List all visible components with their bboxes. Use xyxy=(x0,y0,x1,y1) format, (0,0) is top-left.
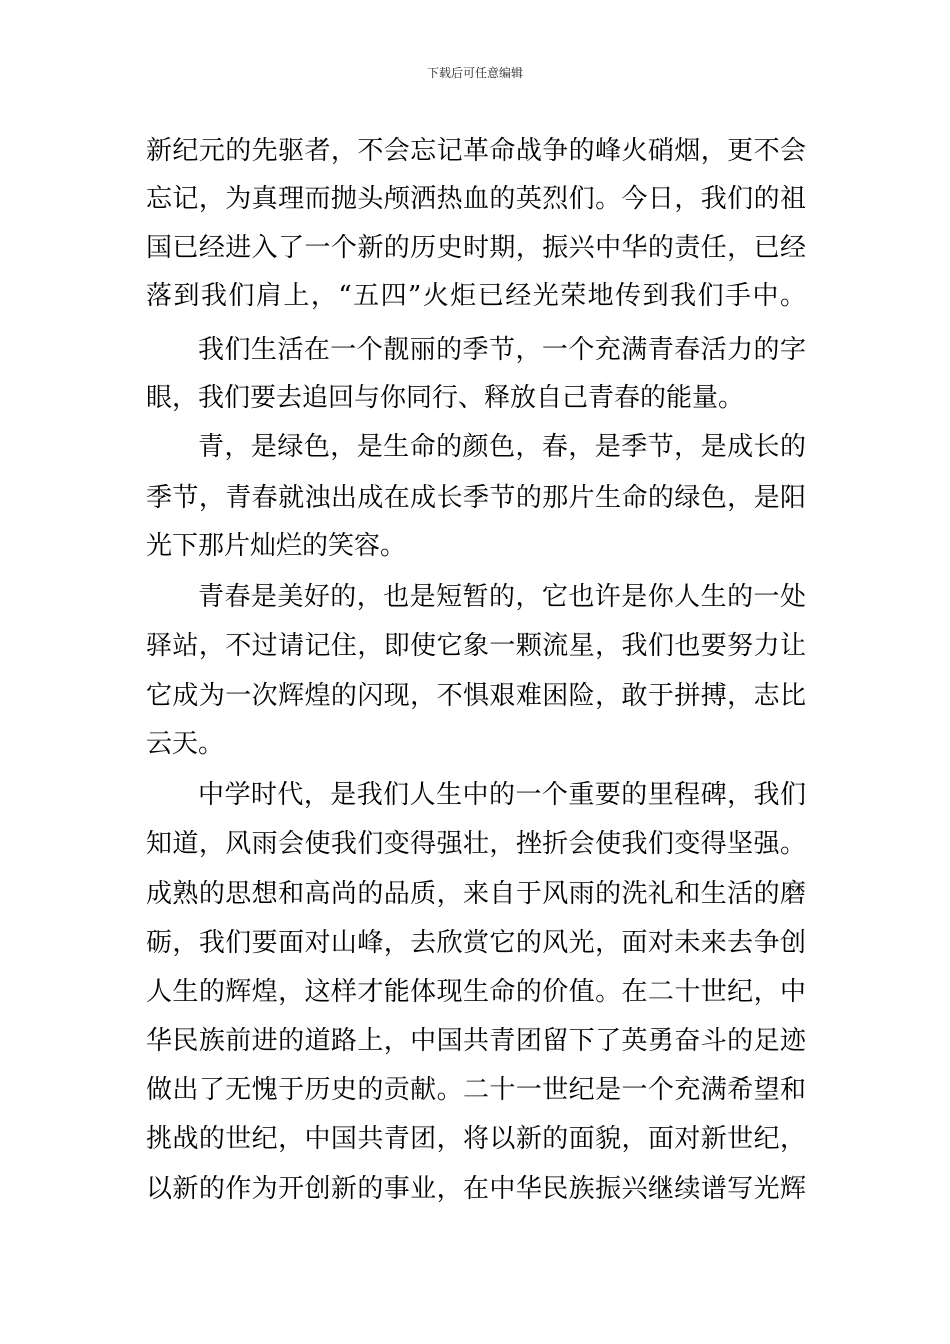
text-line: 眼，我们要去追回与你同行、释放自己青春的能量。 xyxy=(146,383,745,413)
text-line: 做出了无愧于历史的贡献。二十一世纪是一个充满希望和 xyxy=(146,1075,806,1105)
text-line: 挑战的世纪，中国共青团，将以新的面貌，面对新世纪， xyxy=(146,1124,806,1154)
text-line: 人生的辉煌，这样才能体现生命的价值。在二十世纪，中 xyxy=(146,977,806,1007)
page-header: 下载后可任意编辑 xyxy=(426,66,523,80)
text-line: 它成为一次辉煌的闪现，不惧艰难困险，敢于拼搏，志比 xyxy=(146,681,806,711)
text-line: 青，是绿色，是生命的颜色，春，是季节，是成长的 xyxy=(198,432,806,462)
text-line: 国已经进入了一个新的历史时期，振兴中华的责任，已经 xyxy=(146,233,806,263)
text-line: 以新的作为开创新的事业，在中华民族振兴继续谱写光辉 xyxy=(146,1174,806,1204)
text-line: 云天。 xyxy=(146,729,225,759)
text-line: 成熟的思想和高尚的品质，来自于风雨的洗礼和生活的磨 xyxy=(146,879,806,909)
text-line: 华民族前进的道路上，中国共青团留下了英勇奋斗的足迹 xyxy=(146,1026,806,1056)
text-line: 新纪元的先驱者，不会忘记革命战争的峰火硝烟，更不会 xyxy=(146,136,806,166)
text-line: 驿站，不过请记住，即使它象一颗流星，我们也要努力让 xyxy=(146,631,806,661)
text-line: 季节，青春就浊出成在成长季节的那片生命的绿色，是阳 xyxy=(146,483,806,513)
text-line: 光下那片灿烂的笑容。 xyxy=(146,531,407,561)
text-line: 我们生活在一个靓丽的季节，一个充满青春活力的字 xyxy=(198,335,806,365)
text-line: 砺，我们要面对山峰，去欣赏它的风光，面对未来去争创 xyxy=(146,928,806,958)
text-line: 中学时代，是我们人生中的一个重要的里程碑，我们 xyxy=(198,780,806,810)
text-line: 忘记，为真理而抛头颅洒热血的英烈们。今日，我们的祖 xyxy=(146,184,806,214)
text-line: 落到我们肩上，“五四”火炬已经光荣地传到我们手中。 xyxy=(146,281,806,311)
text-line: 知道，风雨会使我们变得强壮，挫折会使我们变得坚强。 xyxy=(146,829,806,859)
text-line: 青春是美好的，也是短暂的，它也许是你人生的一处 xyxy=(198,582,806,612)
